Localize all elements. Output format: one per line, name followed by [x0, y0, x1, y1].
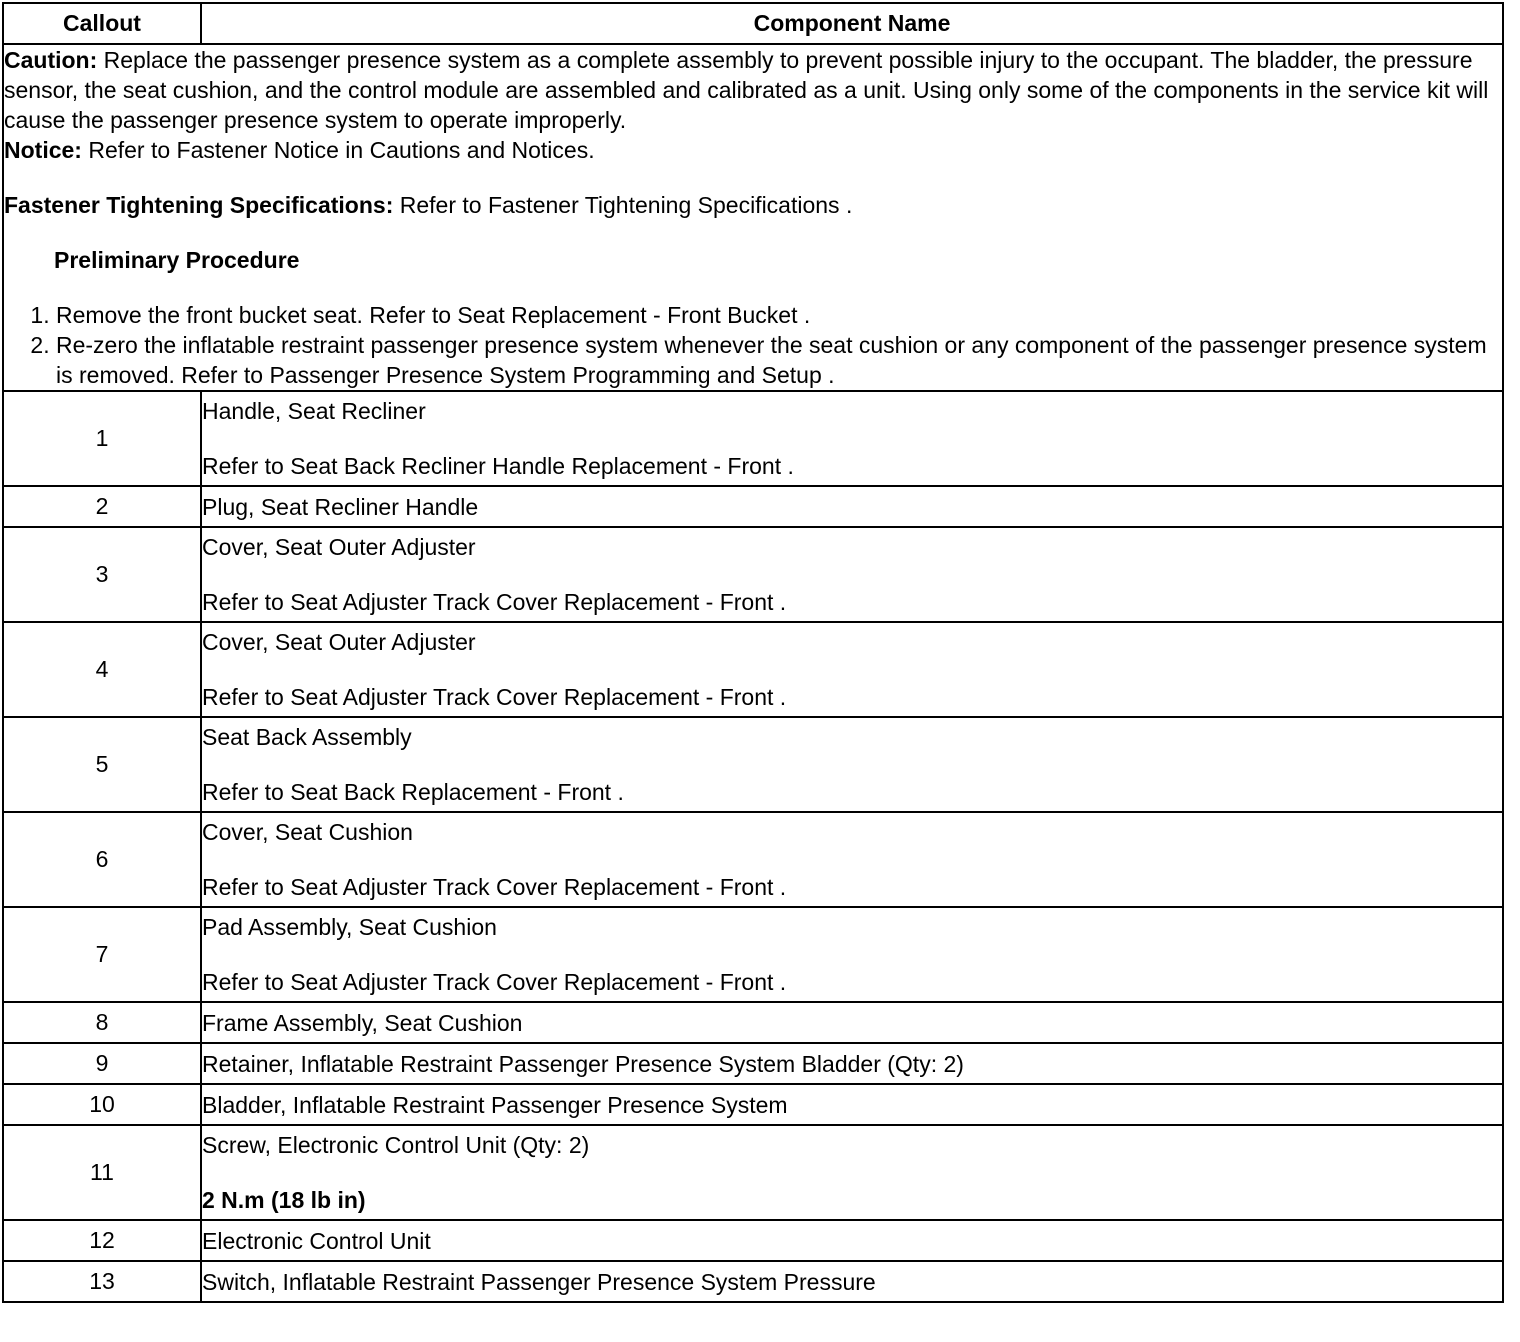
component-name-cell	[201, 1220, 1503, 1261]
component-name: Cover, Seat Outer Adjuster	[202, 534, 476, 560]
callout-number: 12	[3, 1220, 201, 1261]
table-row	[3, 486, 1503, 527]
table-row	[3, 1084, 1503, 1125]
component-name-column-header: Component Name	[201, 3, 1503, 44]
component-name-cell	[201, 1043, 1503, 1084]
fastener-text: Refer to Fastener Tightening Specifications .	[393, 192, 853, 218]
table-row	[3, 391, 1503, 486]
component-name: Handle, Seat Recliner	[202, 398, 426, 424]
notice-paragraph	[4, 135, 1502, 165]
callout-number: 13	[3, 1261, 201, 1302]
callout-number: 2	[3, 486, 201, 527]
component-name: Frame Assembly, Seat Cushion	[202, 1009, 523, 1036]
component-name-cell	[201, 717, 1503, 812]
callout-number: 10	[3, 1084, 201, 1125]
component-name-cell	[201, 1002, 1503, 1043]
component-name: Switch, Inflatable Restraint Passenger Presence System Pressure	[202, 1268, 876, 1295]
table-row	[3, 1002, 1503, 1043]
reference-note: Refer to Seat Back Recliner Handle Replacement - Front .	[202, 453, 794, 479]
reference-note: Refer to Seat Back Replacement - Front .	[202, 779, 624, 805]
component-name-cell	[201, 486, 1503, 527]
callout-number: 6	[3, 812, 201, 907]
fastener-label: Fastener Tightening Specifications:	[4, 192, 394, 218]
component-name: Cover, Seat Cushion	[202, 819, 413, 845]
component-name-cell	[201, 1125, 1503, 1220]
table-row	[3, 1043, 1503, 1084]
component-name: Plug, Seat Recliner Handle	[202, 493, 479, 520]
callout-number: 11	[3, 1125, 201, 1220]
procedure-steps-list	[4, 300, 1502, 390]
component-name: Seat Back Assembly	[202, 724, 412, 750]
component-name-cell	[201, 812, 1503, 907]
preliminary-procedure-title: Preliminary Procedure	[54, 247, 300, 273]
component-name-cell	[201, 622, 1503, 717]
component-name: Electronic Control Unit	[202, 1227, 431, 1254]
procedure-step: 2. Re-zero the inflatable restraint passenger presence system whenever the seat cushion or any component of the passenger presence system is removed. Refer to Passenger Presence System Programming and Setup .	[56, 330, 1502, 390]
callout-number: 8	[3, 1002, 201, 1043]
component-name-cell	[201, 907, 1503, 1002]
callout-number: 1	[3, 391, 201, 486]
component-name: Screw, Electronic Control Unit (Qty: 2)	[202, 1132, 590, 1158]
table-row	[3, 622, 1503, 717]
component-name-cell	[201, 1261, 1503, 1302]
table-row	[3, 527, 1503, 622]
callout-number: 5	[3, 717, 201, 812]
component-name: Pad Assembly, Seat Cushion	[202, 914, 497, 940]
table-header-row	[3, 3, 1503, 44]
caution-text: Replace the passenger presence system as a complete assembly to prevent possible injury to the occupant. The bladder, the pressure sensor, the seat cushion, and the control module are assembled and calibrated as a unit. Using only some of the components in the service kit will cause the passenger presence system to operate improperly.	[4, 47, 1489, 133]
component-name-cell	[201, 391, 1503, 486]
table-row	[3, 812, 1503, 907]
component-name-cell	[201, 527, 1503, 622]
reference-note: Refer to Seat Adjuster Track Cover Replacement - Front .	[202, 969, 787, 995]
table-row	[3, 717, 1503, 812]
notice-text: Refer to Fastener Notice in Cautions and Notices.	[81, 137, 595, 163]
component-name: Cover, Seat Outer Adjuster	[202, 629, 476, 655]
component-name: Bladder, Inflatable Restraint Passenger Presence System	[202, 1091, 788, 1118]
caution-label: Caution:	[4, 47, 98, 73]
component-table	[2, 2, 1504, 1303]
callout-number: 9	[3, 1043, 201, 1084]
reference-note: Refer to Seat Adjuster Track Cover Replacement - Front .	[202, 874, 787, 900]
callout-number: 3	[3, 527, 201, 622]
intro-row	[3, 44, 1503, 391]
reference-note: Refer to Seat Adjuster Track Cover Replacement - Front .	[202, 684, 787, 710]
procedure-step: 1. Remove the front bucket seat. Refer to Seat Replacement - Front Bucket .	[56, 300, 1502, 330]
callout-column-header: Callout	[3, 3, 201, 44]
callout-number: 7	[3, 907, 201, 1002]
fastener-paragraph	[4, 190, 1502, 220]
callout-number: 4	[3, 622, 201, 717]
component-name-cell	[201, 1084, 1503, 1125]
table-row	[3, 907, 1503, 1002]
component-name: Retainer, Inflatable Restraint Passenger Presence System Bladder (Qty: 2)	[202, 1050, 964, 1077]
table-row	[3, 1261, 1503, 1302]
notice-label: Notice:	[4, 137, 82, 163]
table-row	[3, 1125, 1503, 1220]
caution-paragraph	[4, 45, 1502, 135]
intro-cell	[3, 44, 1503, 391]
table-row	[3, 1220, 1503, 1261]
torque-spec: 2 N.m (18 lb in)	[202, 1187, 366, 1213]
reference-note: Refer to Seat Adjuster Track Cover Replacement - Front .	[202, 589, 787, 615]
